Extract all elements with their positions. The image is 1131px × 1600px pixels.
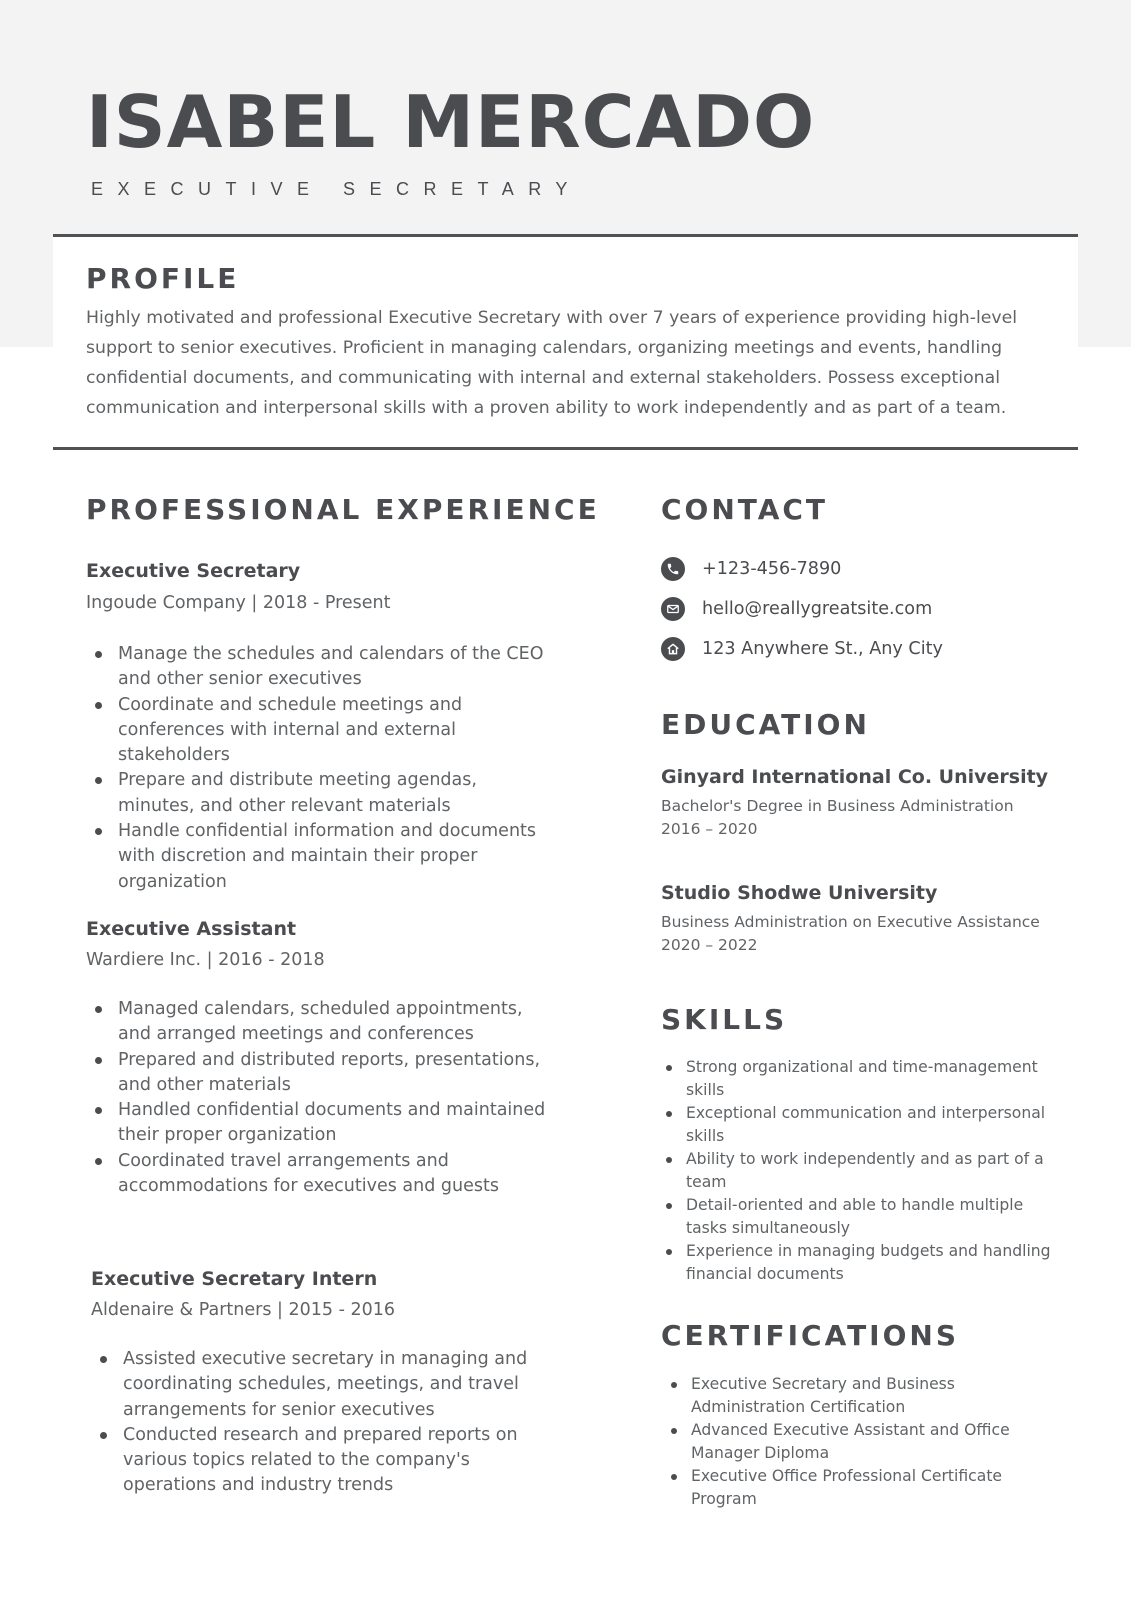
list-item: Executive Office Professional Certificate Program: [666, 1465, 1066, 1511]
skills-heading: SKILLS: [661, 1003, 788, 1036]
list-item: Conducted research and prepared reports on various topics related to the company's operations and industry trends: [91, 1423, 551, 1499]
profile-text: Highly motivated and professional Executive Secretary with over 7 years of experience providing high-level support to senior executives. Proficient in managing calendars, organizing meetings and events, handling confidential documents, and communicating with internal and external stakeholders. Possess exceptional communication and interpersonal skills with a proven ability to work independently and as part of a team.: [86, 308, 1018, 418]
candidate-title: EXECUTIVE SECRETARY: [91, 179, 582, 199]
list-item: Assisted executive secretary in managing and coordinating schedules, meetings, and travel arrangements for senior executives: [91, 1347, 551, 1423]
phone-icon: [661, 557, 685, 581]
home-icon: [661, 637, 685, 661]
job-duties-list: [91, 1347, 551, 1499]
job-duties-list: [86, 642, 546, 895]
list-item: Manage the schedules and calendars of the CEO and other senior executives: [86, 642, 546, 693]
phone-number[interactable]: +123-456-7890: [702, 559, 842, 579]
contact-heading: CONTACT: [661, 493, 829, 526]
job-company: Wardiere Inc. | 2016 - 2018: [86, 950, 325, 970]
contact-email: [661, 597, 932, 621]
profile-heading: PROFILE: [86, 262, 240, 295]
candidate-name: ISABEL MERCADO: [86, 80, 816, 164]
list-item: Detail-oriented and able to handle multiple tasks simultaneously: [661, 1194, 1061, 1240]
education-school: Ginyard International Co. University: [661, 766, 1049, 788]
education-school: Studio Shodwe University: [661, 882, 938, 904]
job-company: Aldenaire & Partners | 2015 - 2016: [91, 1300, 395, 1320]
list-item: Prepared and distributed reports, presentations, and other materials: [86, 1048, 546, 1099]
education-heading: EDUCATION: [661, 708, 870, 741]
list-item: Experience in managing budgets and handling financial documents: [661, 1240, 1061, 1286]
list-item: Coordinated travel arrangements and accommodations for executives and guests: [86, 1149, 546, 1200]
email-address[interactable]: hello@reallygreatsite.com: [702, 599, 933, 619]
certifications-heading: CERTIFICATIONS: [661, 1319, 960, 1352]
contact-address: [661, 637, 943, 661]
experience-heading: PROFESSIONAL EXPERIENCE: [86, 493, 600, 526]
job-title: Executive Secretary Intern: [91, 1268, 378, 1290]
contact-phone: [661, 557, 841, 581]
education-degree: Bachelor's Degree in Business Administration: [661, 797, 1014, 815]
list-item: Exceptional communication and interpersonal skills: [661, 1102, 1061, 1148]
education-years: 2016 – 2020: [661, 820, 758, 838]
list-item: Executive Secretary and Business Administration Certification: [666, 1373, 1066, 1419]
education-years: 2020 – 2022: [661, 936, 758, 954]
job-title: Executive Secretary: [86, 560, 301, 582]
job-title: Executive Assistant: [86, 918, 297, 940]
list-item: Handled confidential documents and maintained their proper organization: [86, 1098, 546, 1149]
list-item: Strong organizational and time-management skills: [661, 1056, 1061, 1102]
skills-list: [661, 1056, 1061, 1286]
job-duties-list: [86, 997, 546, 1199]
job-company: Ingoude Company | 2018 - Present: [86, 593, 391, 613]
list-item: Prepare and distribute meeting agendas, minutes, and other relevant materials: [86, 768, 546, 819]
list-item: Managed calendars, scheduled appointments, and arranged meetings and conferences: [86, 997, 546, 1048]
list-item: Ability to work independently and as part of a team: [661, 1148, 1061, 1194]
street-address: 123 Anywhere St., Any City: [702, 639, 943, 659]
email-icon: [661, 597, 685, 621]
education-degree: Business Administration on Executive Assistance: [661, 913, 1040, 931]
top-divider: [53, 234, 1078, 237]
certifications-list: [666, 1373, 1066, 1511]
list-item: Advanced Executive Assistant and Office Manager Diploma: [666, 1419, 1066, 1465]
list-item: Coordinate and schedule meetings and conferences with internal and external stakeholders: [86, 693, 546, 769]
list-item: Handle confidential information and documents with discretion and maintain their proper organization: [86, 819, 546, 895]
middle-divider: [53, 447, 1078, 450]
